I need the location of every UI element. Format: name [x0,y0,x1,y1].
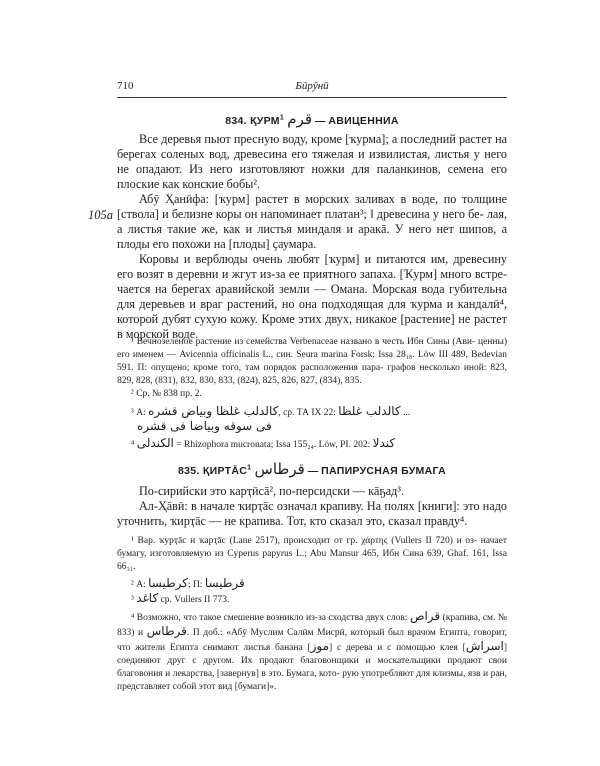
footnote-2: ² Ср. № 838 пр. 2. [131,389,202,399]
footnote-4: ⁴ Возможно, что такое смешение возникло из-за сходства двух слов: قراص (крапива, см. № 833) и قرطاس. П доб.: «Абӯ Муслим Салӣм Мисрӣ, который был врачом Египта, говорит, что жители Египта снимают листья банана [موز] с дерева и с помощью клея [اسراش] соединяют друг с другом. Их продают благовонщики и москательщики продают свои благовония и лекарства, [завернув] в это. Бумага, кото- рую употребляют для клизмы, язв и ран, представляет собой этот вид [бумаги]». [117,609,508,692]
arabic-text: قراص [409,609,441,623]
footnote-1: ¹ Вар. ҡурҭāс и ҡарҭāс (Lane 2517), происходит от гр. χάρτης (Vullers II 720) и оз- начает бумагу, изготовляемую из Cyperus papyrus L.; Abu Mansur 465, Ибн Сина 639, Ghaf. 161, Issa 66₁₁. [117,536,508,572]
entry-835-subtitle: — ПАПИРУСНАЯ БУМАГА [307,465,446,477]
arabic-text: كرطيسا [148,576,188,590]
footnote-1: ¹ Вечнозеленое растение из семейства Verbenaceae названо в честь Ибн Сины (Ави- ценны) его именем — Avicennia officinalis L., син. Seura marina Forsk; Issa 28₁₈. Löw III 489, Bedevian 591. П: опущено; кроме того, там порядок расположения пара- графов несколько иной: 823, 829, 828, (831), 832, 830, 833, (824), 825, 826, 827, (834), 835. [117,337,508,386]
arabic-text: قرطاس [146,624,187,638]
footnote-3: ³ А: كالدلب غلظا وبياض قشره, ср. ТА IX 22: كالدلب غلظا ... [131,404,411,418]
arabic-text: كالدلب غلظا [338,404,401,418]
arabic-text: كندلا [372,436,396,450]
footnote-3-arabic: فى سوقه وبياضا فى قشره [137,419,272,433]
paragraph: Все деревья пьют пресную воду, кроме [ҡурма]; а последний растет на берегах соленых вод, древесина его тяжелая и извилистая, листья у него не опадают. Из него изготовляют ножки для паланкинов, семена его плоские как конские бобы². [117,132,508,191]
paragraph: Коровы и верблюды очень любят [ҡурм] и питаются им, древесину его возят в деревни и жгут из-за ее приятного запаха. [Ҡурм] много встре- чается на берегах аравийской земли — Омана. Морская вода губительна для деревьев и враг растений, но она подходящая для ҡурма и кандалӣ⁴, которой дубят сухую кожу. Кроме этих двух, никакое [растение] не растет в морской воде. [117,252,507,341]
entry-835-title [117,460,507,478]
arabic-text: اسراش [465,639,504,653]
paragraph: По-сирийски это карҭӣсā², по-персидски — кāҕад³. [139,484,405,498]
entry-834-subtitle: — АВИЦЕННИА [314,115,399,127]
footnote-2: ² А: كرطيسا; П: قرطيسا [131,576,245,590]
entry-835-title-sup: 1 [247,464,252,472]
entry-835-heading: 835. ҚИРТĀС [178,465,248,477]
arabic-text: كالدلب غلظا وبياض قشره [148,404,279,418]
paragraph: Абӯ Ҳанӣфа: [ҡурм] растет в морских заливах в воде, по толщине [ствола] и белизне коры он напоминает платан³; ‖ древесина у него бе- лая, а листья такие же, как и листья миндаля и аракā. У него нет шипов, а плоды его похожи на [плоды] ҫаумара. [117,192,507,251]
margin-folio-ref: 105а [88,208,113,222]
footnote-4: ⁴ الكندلى = Rhizophora mucronata; Issa 155₂₄. Löw, PI. 202: كندلا [131,436,396,450]
arabic-text: قرطيسا [204,576,245,590]
entry-835-body [117,484,507,529]
entry-835-arabic-title: قرطاس [254,460,305,478]
arabic-text: موز [310,639,330,653]
page-number: 710 [117,80,134,92]
footnote-3: ³ كاغد ср. Vullers II 773. [131,591,230,605]
entry-834-arabic-title: قرم [287,110,313,128]
header-rule [117,97,507,98]
entry-834-heading: 834. ҚУРМ [225,115,280,127]
entry-835-footnotes [117,535,507,694]
entry-834-title [117,110,507,128]
entry-834-body [117,132,507,342]
entry-834-title-sup: 1 [279,114,285,122]
paragraph: Ал-Ҳāвӣ: в начале ҡирҭāс означал крапиву. На полях [книги]: это надо уточнить, ҡирҭāс — не крапива. Тот, кто сказал это, сказал правду⁴. [117,499,508,528]
arabic-text: كاغد [136,591,159,605]
arabic-text: الكندلى [136,436,174,450]
entry-834-footnotes [117,336,507,452]
running-title: Бӣрӯнӣ [295,80,329,92]
